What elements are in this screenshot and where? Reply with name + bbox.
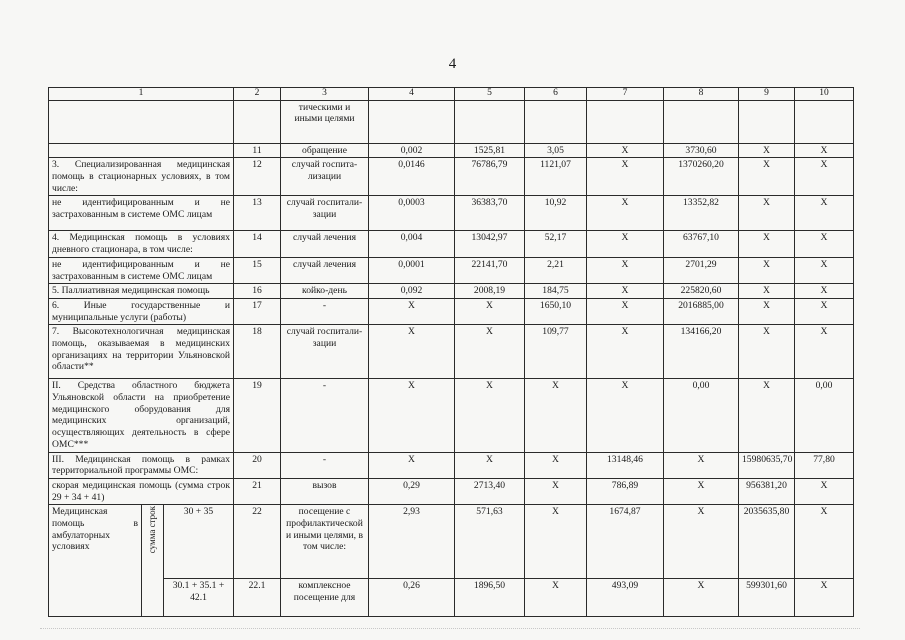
table-cell: II. Средства областного бюджета Ульяновской области на приобретение медицинского оборудования для медицинских организаций, осуществляющих деятельность в сфере ОМС*** — [49, 379, 234, 452]
table-cell: X — [525, 452, 587, 478]
table-cell: X — [369, 452, 455, 478]
table-cell: X — [587, 196, 664, 231]
table-cell: 15980635,70 — [739, 452, 795, 478]
table-cell: 493,09 — [587, 579, 664, 617]
table-cell: 30 + 35 — [164, 505, 234, 579]
table-cell: X — [739, 143, 795, 158]
table-cell: X — [525, 478, 587, 504]
table-cell: 0,0001 — [369, 257, 455, 283]
table-cell: 1525,81 — [455, 143, 525, 158]
table-row — [49, 257, 854, 283]
table-cell: 12 — [234, 158, 281, 196]
header-cell: 8 — [664, 88, 739, 101]
table-cell: 599301,60 — [739, 579, 795, 617]
table-cell: 63767,10 — [664, 231, 739, 257]
table-cell: X — [587, 143, 664, 158]
table-row — [49, 143, 854, 158]
table-cell: 0,092 — [369, 284, 455, 299]
table-cell: X — [795, 143, 854, 158]
table-cell: 1896,50 — [455, 579, 525, 617]
table-cell: случай лечения — [281, 231, 369, 257]
table-cell: X — [587, 257, 664, 283]
table-cell: X — [369, 298, 455, 324]
table-cell: X — [739, 196, 795, 231]
table-cell: 52,17 — [525, 231, 587, 257]
table-cell: X — [587, 325, 664, 379]
table-cell — [795, 100, 854, 143]
table-cell: X — [795, 257, 854, 283]
table-cell: 36383,70 — [455, 196, 525, 231]
header-cell: 4 — [369, 88, 455, 101]
table-cell: 1674,87 — [587, 505, 664, 579]
table-cell — [587, 100, 664, 143]
table-cell — [739, 100, 795, 143]
table-cell: 13148,46 — [587, 452, 664, 478]
table-cell: 3730,60 — [664, 143, 739, 158]
table-cell: 134166,20 — [664, 325, 739, 379]
table-cell: III. Медицинская помощь в рамках территориальной программы ОМС: — [49, 452, 234, 478]
table-cell: X — [795, 325, 854, 379]
table-cell: X — [525, 579, 587, 617]
table-cell: X — [369, 325, 455, 379]
table-cell: - — [281, 298, 369, 324]
table-cell: X — [795, 298, 854, 324]
table-cell: 10,92 — [525, 196, 587, 231]
table-cell: 184,75 — [525, 284, 587, 299]
table-cell: 2713,40 — [455, 478, 525, 504]
table-cell: X — [795, 505, 854, 579]
group-label: Медицинская помощь в амбулаторных условиях — [49, 505, 142, 617]
table-cell — [455, 100, 525, 143]
table-row — [49, 452, 854, 478]
header-cell: 5 — [455, 88, 525, 101]
table-cell: X — [795, 196, 854, 231]
table-cell: X — [739, 284, 795, 299]
table-cell: 13352,82 — [664, 196, 739, 231]
table-cell: X — [525, 505, 587, 579]
table-row — [49, 505, 854, 579]
table-cell: - — [281, 452, 369, 478]
table-cell: 3,05 — [525, 143, 587, 158]
table-cell: X — [795, 284, 854, 299]
table-cell: 30.1 + 35.1 + 42.1 — [164, 579, 234, 617]
table-cell: 571,63 — [455, 505, 525, 579]
table-cell: не идентифицированным и не застрахованным в системе ОМС лицам — [49, 196, 234, 231]
header-cell: 7 — [587, 88, 664, 101]
table-cell: X — [587, 158, 664, 196]
table-cell: X — [739, 298, 795, 324]
table-cell: X — [795, 158, 854, 196]
table-cell: 0,0146 — [369, 158, 455, 196]
table-row — [49, 231, 854, 257]
table-cell — [49, 100, 234, 143]
table-cell: X — [795, 478, 854, 504]
table-cell: случай госпитали-зации — [281, 196, 369, 231]
table-cell: X — [739, 257, 795, 283]
table-cell: X — [455, 325, 525, 379]
table-cell: 22141,70 — [455, 257, 525, 283]
table-cell: 1370260,20 — [664, 158, 739, 196]
table-cell: вызов — [281, 478, 369, 504]
table-row — [49, 478, 854, 504]
table-cell — [369, 100, 455, 143]
table-row — [49, 284, 854, 299]
table-cell: X — [664, 478, 739, 504]
table-cell: 0,00 — [664, 379, 739, 452]
table-row — [49, 325, 854, 379]
table-cell: случай госпита-лизации — [281, 158, 369, 196]
header-cell: 10 — [795, 88, 854, 101]
table-cell: 0,26 — [369, 579, 455, 617]
table-cell: X — [455, 379, 525, 452]
table-cell: 4. Медицинская помощь в условиях дневного стационара, в том числе: — [49, 231, 234, 257]
table-row — [49, 100, 854, 143]
table-cell: 2,21 — [525, 257, 587, 283]
table-cell: 0,004 — [369, 231, 455, 257]
table-cell: 18 — [234, 325, 281, 379]
table-cell: X — [739, 379, 795, 452]
table-cell: обращение — [281, 143, 369, 158]
table-cell: не идентифицированным и не застрахованным в системе ОМС лицам — [49, 257, 234, 283]
table-cell: 22 — [234, 505, 281, 579]
table-cell: 13042,97 — [455, 231, 525, 257]
table-cell: 1650,10 — [525, 298, 587, 324]
table-cell: случай лечения — [281, 257, 369, 283]
table-row — [49, 579, 854, 617]
table-row — [49, 196, 854, 231]
table-cell: 2035635,80 — [739, 505, 795, 579]
page-number: 4 — [448, 56, 457, 72]
table-cell: 11 — [234, 143, 281, 158]
table-cell: X — [795, 231, 854, 257]
header-cell: 9 — [739, 88, 795, 101]
table-cell: 16 — [234, 284, 281, 299]
header-cell: 2 — [234, 88, 281, 101]
table-cell: X — [587, 298, 664, 324]
table-cell: X — [664, 505, 739, 579]
vertical-text: сумма строк — [147, 506, 158, 554]
table-cell: 21 — [234, 478, 281, 504]
table-cell: койко-день — [281, 284, 369, 299]
table-cell: X — [455, 298, 525, 324]
table-cell: 17 — [234, 298, 281, 324]
table-row — [49, 158, 854, 196]
table-cell: 1121,07 — [525, 158, 587, 196]
table-cell: 109,77 — [525, 325, 587, 379]
table-cell: 13 — [234, 196, 281, 231]
table-cell: посещение с профилактической и иными целями, в том числе: — [281, 505, 369, 579]
document-table — [48, 87, 854, 617]
table-cell: 956381,20 — [739, 478, 795, 504]
header-row — [49, 88, 854, 101]
table-cell: X — [369, 379, 455, 452]
table-cell: X — [587, 379, 664, 452]
table-cell — [234, 100, 281, 143]
header-cell: 6 — [525, 88, 587, 101]
table-cell: 77,80 — [795, 452, 854, 478]
table-cell: 0,29 — [369, 478, 455, 504]
table-row — [49, 298, 854, 324]
table-cell: 20 — [234, 452, 281, 478]
table-cell — [525, 100, 587, 143]
table-cell: 7. Высокотехнологичная медицинская помощь, оказываемая в медицинских организациях на территории Ульяновской области** — [49, 325, 234, 379]
table-cell: тическими и иными целями — [281, 100, 369, 143]
table-cell — [49, 143, 234, 158]
table-cell: X — [739, 158, 795, 196]
table-cell: 22.1 — [234, 579, 281, 617]
table-cell: 0,0003 — [369, 196, 455, 231]
table-cell: 2016885,00 — [664, 298, 739, 324]
table-cell: 0,002 — [369, 143, 455, 158]
table-cell: 14 — [234, 231, 281, 257]
group-vertical-label — [142, 505, 164, 617]
table-cell: случай госпитали-зации — [281, 325, 369, 379]
table-cell: X — [795, 579, 854, 617]
table-cell: X — [664, 579, 739, 617]
table-cell: X — [739, 325, 795, 379]
table-cell: X — [739, 231, 795, 257]
table-cell: 225820,60 — [664, 284, 739, 299]
table-cell: X — [455, 452, 525, 478]
table-cell: 6. Иные государственные и муниципальные услуги (работы) — [49, 298, 234, 324]
table-cell: 15 — [234, 257, 281, 283]
table-cell: 786,89 — [587, 478, 664, 504]
table-cell: комплексное посещение для — [281, 579, 369, 617]
table-cell: X — [587, 231, 664, 257]
table-cell: X — [664, 452, 739, 478]
table-cell: 2008,19 — [455, 284, 525, 299]
table-cell: X — [587, 284, 664, 299]
table-cell: - — [281, 379, 369, 452]
header-cell: 3 — [281, 88, 369, 101]
table-cell — [664, 100, 739, 143]
table-cell: 19 — [234, 379, 281, 452]
table-cell: 76786,79 — [455, 158, 525, 196]
table-cell: 2,93 — [369, 505, 455, 579]
table-cell: скорая медицинская помощь (сумма строк 29 + 34 + 41) — [49, 478, 234, 504]
table-cell: X — [525, 379, 587, 452]
table-cell: 2701,29 — [664, 257, 739, 283]
table-cell: 3. Специализированная медицинская помощь в стационарных условиях, в том числе: — [49, 158, 234, 196]
scan-edge — [40, 628, 860, 630]
table-cell: 5. Паллиативная медицинская помощь — [49, 284, 234, 299]
header-cell: 1 — [49, 88, 234, 101]
table-cell: 0,00 — [795, 379, 854, 452]
table-row — [49, 379, 854, 452]
